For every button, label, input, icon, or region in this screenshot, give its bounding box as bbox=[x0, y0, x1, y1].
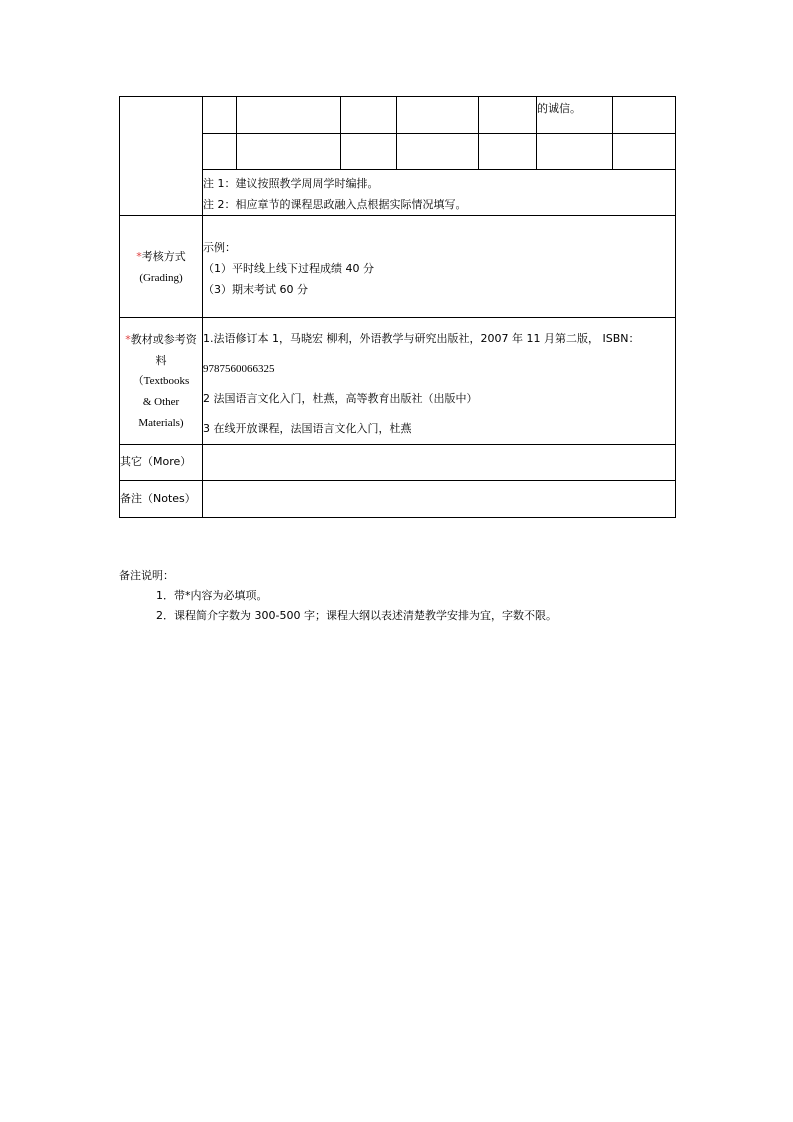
schedule-cell bbox=[341, 134, 397, 170]
schedule-note: 注 2：相应章节的课程思政融入点根据实际情况填写。 bbox=[203, 198, 467, 211]
schedule-cell bbox=[397, 134, 479, 170]
schedule-row bbox=[120, 134, 676, 170]
notes-row bbox=[120, 481, 676, 518]
schedule-cell bbox=[341, 97, 397, 134]
grading-label-en: (Grading) bbox=[139, 271, 183, 284]
grading-label-cn: 考核方式 bbox=[141, 249, 186, 263]
materials-label-cell bbox=[120, 318, 203, 445]
more-row bbox=[120, 445, 676, 481]
schedule-cell bbox=[203, 134, 237, 170]
schedule-cell bbox=[537, 134, 613, 170]
grading-row bbox=[120, 216, 676, 318]
schedule-cell: 的诚信。 bbox=[537, 97, 613, 134]
grading-line: 示例： bbox=[203, 241, 236, 254]
schedule-notes-row bbox=[120, 170, 676, 216]
remarks-section bbox=[119, 566, 557, 626]
material-line: 9787560066325 bbox=[203, 363, 275, 375]
materials-label-en-2: & Other bbox=[142, 395, 180, 408]
material-line: 1.法语修订本 1，马晓宏 柳利，外语教学与研究出版社，2007 年 11 月第二版， ISBN： bbox=[203, 332, 640, 345]
schedule-cell bbox=[237, 134, 341, 170]
schedule-note: 注 1：建议按照教学周周学时编排。 bbox=[203, 177, 379, 190]
materials-row bbox=[120, 318, 676, 445]
schedule-cell bbox=[613, 97, 676, 134]
remark-item: 2．课程简介字数为 300-500 字；课程大纲以表述清楚教学安排为宜，字数不限。 bbox=[156, 609, 557, 622]
schedule-cell bbox=[397, 97, 479, 134]
schedule-row bbox=[120, 97, 676, 134]
course-table bbox=[119, 96, 676, 518]
notes-value bbox=[203, 481, 676, 518]
schedule-cell bbox=[237, 97, 341, 134]
schedule-cell bbox=[613, 134, 676, 170]
schedule-cell bbox=[479, 97, 537, 134]
notes-label: 备注（Notes） bbox=[120, 481, 203, 518]
materials-label-en-1: （Textbooks bbox=[132, 374, 190, 387]
remarks-title: 备注说明： bbox=[119, 569, 174, 582]
schedule-cell bbox=[203, 97, 237, 134]
materials-content-cell bbox=[203, 318, 676, 445]
more-label: 其它（More） bbox=[120, 445, 203, 481]
material-line: 3 在线开放课程，法国语言文化入门，杜燕 bbox=[203, 422, 412, 435]
material-line: 2 法国语言文化入门，杜燕，高等教育出版社（出版中） bbox=[203, 392, 478, 405]
required-mark: * bbox=[125, 332, 131, 346]
schedule-label-cell bbox=[120, 97, 203, 216]
materials-label-cn: 教材或参考资料 bbox=[130, 332, 197, 367]
more-value bbox=[203, 445, 676, 481]
schedule-notes-cell bbox=[203, 170, 676, 216]
remark-item: 1．带*内容为必填项。 bbox=[156, 589, 268, 602]
materials-label-en-3: Materials) bbox=[138, 416, 184, 429]
grading-content-cell bbox=[203, 216, 676, 318]
required-mark: * bbox=[136, 249, 142, 263]
grading-line: （3）期末考试 60 分 bbox=[203, 283, 308, 296]
schedule-cell bbox=[479, 134, 537, 170]
grading-label-cell bbox=[120, 216, 203, 318]
grading-line: （1）平时线上线下过程成绩 40 分 bbox=[203, 262, 374, 275]
